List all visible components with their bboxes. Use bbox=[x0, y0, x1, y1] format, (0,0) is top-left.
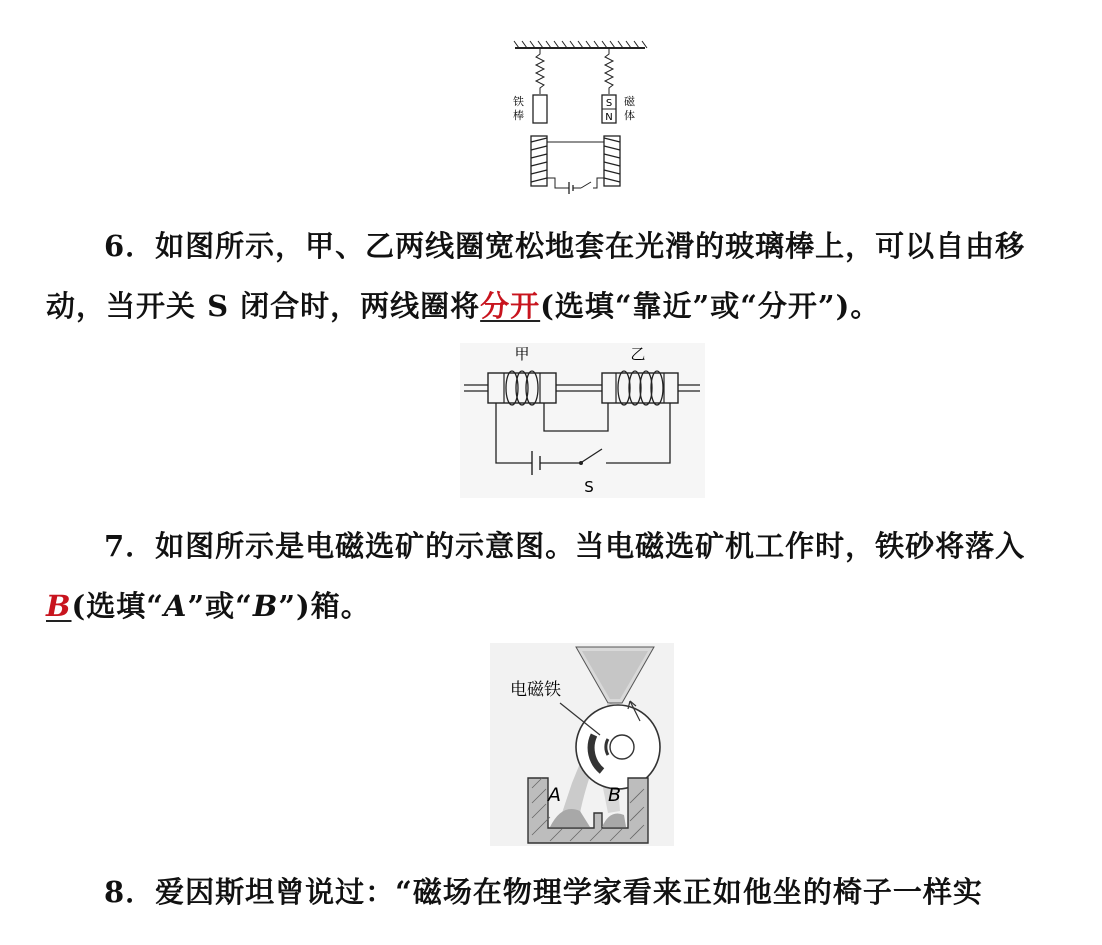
figure-two-coils bbox=[460, 343, 705, 498]
q6-line-2: 动，当开关 S 闭合时，两线圈将分开(选填“靠近”或“分开”)。 bbox=[46, 289, 881, 323]
q7-line-2: B(选填“A”或“B”)箱。 bbox=[46, 589, 371, 623]
q7-answer: B bbox=[46, 589, 72, 623]
q6-answer: 分开 bbox=[480, 289, 541, 323]
switch-s-label: S bbox=[584, 478, 594, 496]
figure-iron-rod-magnet bbox=[505, 38, 655, 198]
bin-b-label: B bbox=[608, 784, 622, 806]
q8-line-1: 8．爱因斯坦曾说过：“磁场在物理学家看来正如他坐的椅子一样实 bbox=[104, 875, 983, 909]
coil-yi-label: 乙 bbox=[630, 345, 646, 363]
figure-magnetic-separator bbox=[490, 643, 674, 846]
q7-line-1: 7．如图所示是电磁选矿的示意图。当电磁选矿机工作时，铁砂将落入 bbox=[104, 529, 1026, 563]
q6-line-1: 6．如图所示，甲、乙两线圈宽松地套在光滑的玻璃棒上，可以自由移 bbox=[104, 229, 1026, 263]
iron-rod-label: 铁 bbox=[513, 95, 524, 108]
svg-text:棒: 棒 bbox=[513, 109, 524, 122]
bin-a-label: A bbox=[548, 784, 561, 806]
coil-jia-label: 甲 bbox=[514, 345, 530, 363]
pole-n-label: N bbox=[605, 112, 613, 123]
svg-text:体: 体 bbox=[624, 109, 635, 122]
magnet-label: 磁 bbox=[624, 95, 635, 108]
pole-s-label: S bbox=[605, 98, 613, 109]
electromagnet-label: 电磁铁 bbox=[510, 680, 561, 700]
